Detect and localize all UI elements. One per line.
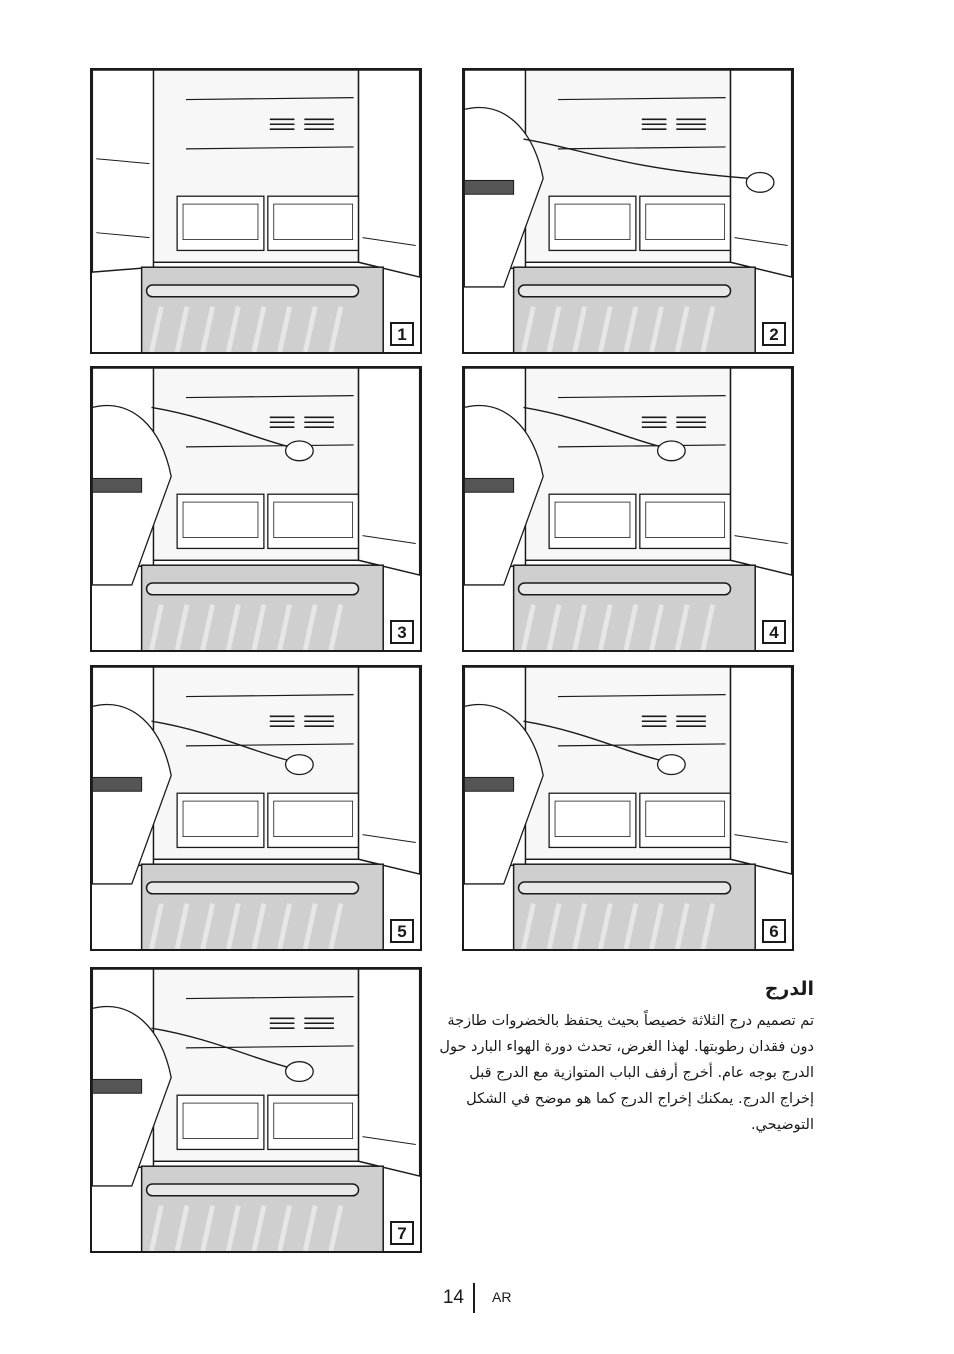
freezer-handle	[147, 1184, 359, 1196]
figure-3-illustration	[92, 368, 420, 650]
figure-2-number: 2	[762, 322, 786, 346]
freezer-handle	[147, 583, 359, 595]
belt	[92, 777, 141, 791]
hand-icon	[286, 1062, 314, 1082]
figure-2-illustration	[464, 70, 792, 352]
figure-6-illustration	[464, 667, 792, 949]
hand-icon	[746, 173, 774, 193]
figure-3-number: 3	[390, 620, 414, 644]
figure-7-number: 7	[390, 1221, 414, 1245]
freezer-handle	[147, 882, 359, 894]
figure-4-number: 4	[762, 620, 786, 644]
right-door	[359, 667, 420, 874]
figure-7	[90, 967, 422, 1253]
section-body: تم تصميم درج الثلاثة خصيصاً بحيث يحتفظ بالخضروات طازجة دون فقدان رطوبتها. لهذا الغرض، تحدث دورة الهواء البارد حول الدرج بوجه عام. أخرج أرفف الباب المتوازية مع الدرج قبل إخراج الدرج. يمكنك إخراج الدرج كما هو موضح في الشكل التوضيحي.	[439, 1013, 814, 1133]
figure-5	[90, 665, 422, 951]
figure-4-illustration	[464, 368, 792, 650]
belt	[92, 1079, 141, 1093]
figure-5-illustration	[92, 667, 420, 949]
figure-4	[462, 366, 794, 652]
figure-7-illustration	[92, 969, 420, 1251]
right-door	[359, 70, 420, 277]
right-door	[359, 368, 420, 575]
belt	[464, 180, 513, 194]
figure-1	[90, 68, 422, 354]
freezer-handle	[519, 285, 731, 297]
language-code: AR	[492, 1289, 512, 1305]
figure-6	[462, 665, 794, 951]
figure-6-number: 6	[762, 919, 786, 943]
freezer-handle	[147, 285, 359, 297]
figure-2	[462, 68, 794, 354]
page-footer	[0, 1283, 954, 1313]
section-title: الدرج	[764, 978, 814, 1000]
belt	[464, 777, 513, 791]
figure-5-number: 5	[390, 919, 414, 943]
right-door	[359, 969, 420, 1176]
figure-1-illustration	[92, 70, 420, 352]
crisper-section	[432, 978, 814, 1138]
hand-icon	[658, 441, 686, 461]
hand-icon	[286, 755, 314, 775]
belt	[464, 478, 513, 492]
page-number: 14	[442, 1287, 464, 1308]
hand-icon	[658, 755, 686, 775]
belt	[92, 478, 141, 492]
freezer-handle	[519, 583, 731, 595]
footer-divider	[473, 1283, 475, 1313]
hand-icon	[286, 441, 314, 461]
figure-3	[90, 366, 422, 652]
right-door	[731, 667, 792, 874]
figure-1-number: 1	[390, 322, 414, 346]
right-door	[731, 368, 792, 575]
freezer-handle	[519, 882, 731, 894]
left-door	[92, 70, 153, 272]
